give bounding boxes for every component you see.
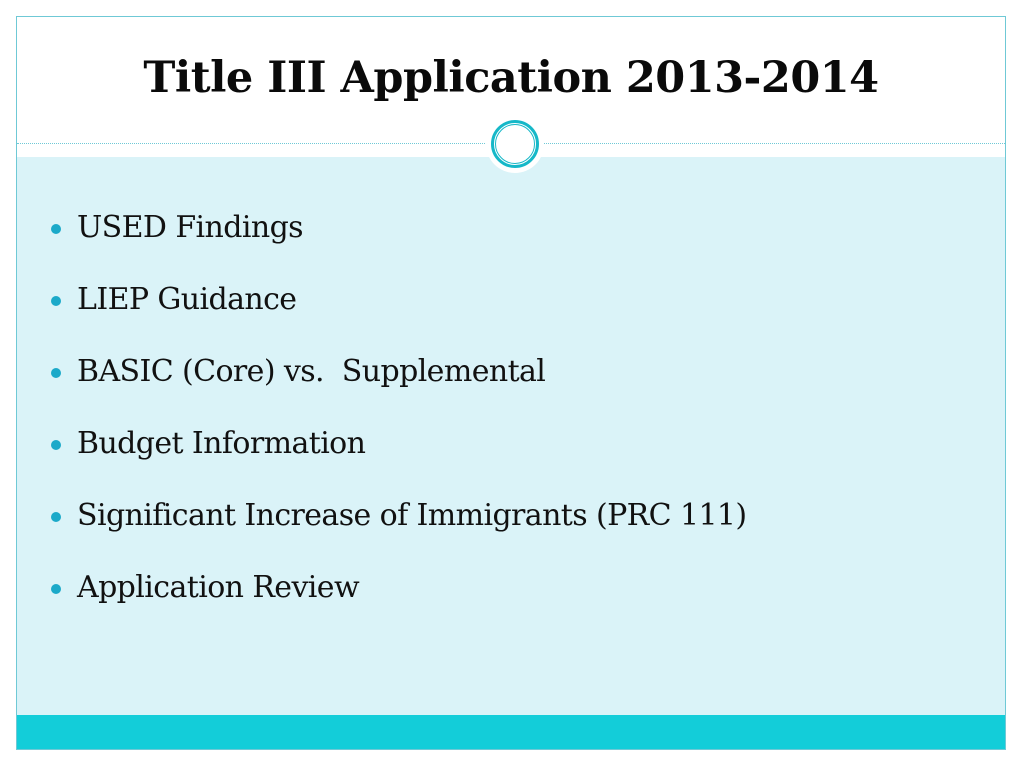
bullet-text: BASIC (Core) vs. Supplemental [77,354,546,389]
slide-title: Title III Application 2013-2014 [143,53,879,103]
bullet-icon [51,512,61,522]
bullet-text: Significant Increase of Immigrants (PRC 111) [77,498,747,533]
bullet-icon [51,368,61,378]
bullet-icon [51,584,61,594]
circle-ornament-inner-ring [495,124,535,164]
bullet-text: Budget Information [77,426,366,461]
list-item [47,278,747,350]
list-item [47,350,747,422]
bottom-accent-bar [17,715,1005,750]
bullet-text: USED Findings [77,210,303,245]
list-item [47,566,747,638]
list-item [47,422,747,494]
list-item [47,206,747,278]
bullet-icon [51,440,61,450]
slide [16,16,1006,750]
bullet-list [47,206,747,638]
list-item [47,494,747,566]
bullet-text: Application Review [77,570,360,605]
bullet-icon [51,296,61,306]
bullet-icon [51,224,61,234]
bullet-text: LIEP Guidance [77,282,297,317]
